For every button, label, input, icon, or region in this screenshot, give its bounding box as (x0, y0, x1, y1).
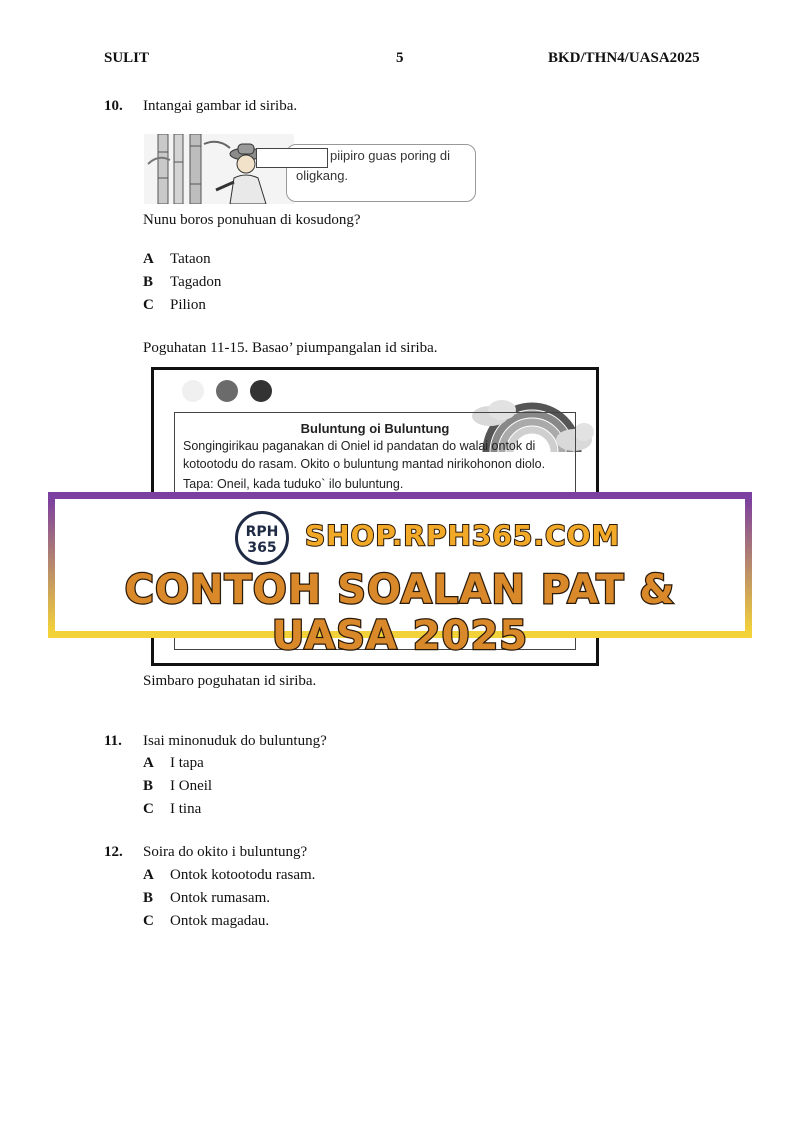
instruction-after-passage: Simbaro poguhatan id siriba. (143, 673, 317, 689)
q12-option-b[interactable]: Ontok rumasam. (170, 890, 270, 906)
question-12-number: 12. (104, 844, 123, 860)
q12-option-c-letter: C (143, 913, 154, 929)
passage-intro: Poguhatan 11-15. Basao’ piumpangalan id siriba. (143, 340, 438, 356)
rph365-logo (235, 511, 289, 565)
q10-option-a[interactable]: Tataon (170, 251, 211, 267)
q11-option-b-letter: B (143, 778, 154, 794)
q11-option-a-letter: A (143, 755, 154, 771)
grey-circle-icon (216, 380, 238, 402)
q10-option-b-letter: B (143, 274, 154, 290)
story-title: Buluntung oi Buluntung (300, 421, 450, 436)
question-10-instruction: Intangai gambar id siriba. (143, 98, 298, 114)
q10-option-a-letter: A (143, 251, 154, 267)
question-10-number: 10. (104, 98, 123, 114)
question-12-text: Soira do okito i buluntung? (143, 844, 308, 860)
q11-option-c[interactable]: I tina (170, 801, 202, 817)
question-10-picture (144, 134, 478, 204)
page-number: 5 (396, 50, 404, 66)
q10-option-b[interactable]: Tagadon (170, 274, 222, 290)
answer-blank-box (256, 148, 328, 168)
question-11-text: Isai minonuduk do buluntung? (143, 733, 327, 749)
q10-option-c[interactable]: Pilion (170, 297, 206, 313)
speech-bubble-line-1: piipiro guas poring di (330, 148, 450, 163)
header-right: BKD/THN4/UASA2025 (548, 50, 700, 66)
watermark-headline: CONTOH SOALAN PAT & UASA 2025 (124, 567, 676, 659)
q12-option-c[interactable]: Ontok magadau. (170, 913, 270, 929)
dark-circle-icon (250, 380, 272, 402)
q11-option-b[interactable]: I Oneil (170, 778, 213, 794)
q12-option-b-letter: B (143, 890, 154, 906)
q10-option-c-letter: C (143, 297, 154, 313)
watermark-banner (48, 492, 752, 659)
watermark-shop-url: SHOP.RPH365.COM (305, 519, 621, 552)
logo-text: RPH 365 (245, 524, 279, 556)
q12-option-a[interactable]: Ontok kotootodu rasam. (170, 867, 316, 883)
story-line-1: Songingirikau paganakan di Oniel id pandatan do walai ontok di (183, 439, 536, 453)
q11-option-c-letter: C (143, 801, 154, 817)
light-circle-icon (182, 380, 204, 402)
q11-option-a[interactable]: I tapa (170, 755, 204, 771)
question-10-text: Nunu boros ponuhuan di kosudong? (143, 212, 361, 228)
story-line-2: kotootodu do rasam. Okito o buluntung mantad nirikohonon diolo. (183, 457, 546, 471)
question-11-number: 11. (104, 733, 122, 749)
man-with-bamboo-illustration (144, 134, 294, 204)
q12-option-a-letter: A (143, 867, 154, 883)
speech-bubble-line-2: oligkang. (296, 168, 349, 183)
header-left: SULIT (104, 50, 150, 66)
story-line-3: Tapa: Oneil, kada tuduko` ilo buluntung. (183, 477, 404, 491)
